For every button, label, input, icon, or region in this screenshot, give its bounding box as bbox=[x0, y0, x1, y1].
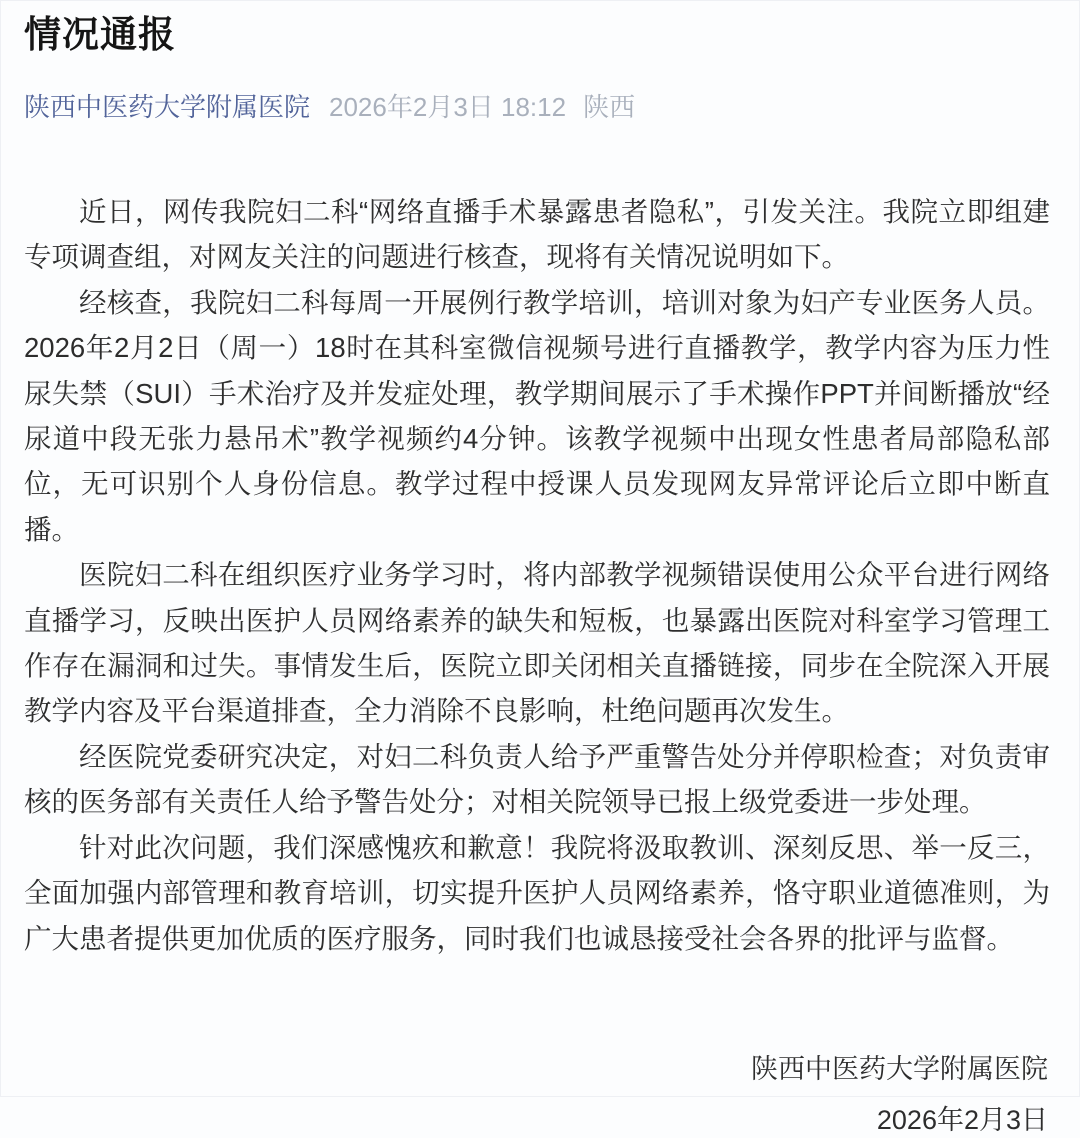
publisher-name-link[interactable]: 陕西中医药大学附属医院 bbox=[24, 92, 311, 122]
signature-org: 陕西中医药大学附属医院 bbox=[751, 1053, 1048, 1084]
signature-date: 2026年2月3日 bbox=[876, 1104, 1048, 1135]
page-title: 情况通报 bbox=[24, 14, 176, 55]
article-paragraph: 针对此次问题，我们深感愧疚和歉意！我院将汲取教训、深刻反思、举一反三，全面加强内部管理和教育培训，切实提升医护人员网络素养，恪守职业道德准则，为广大患者提供更加优质的医疗服务，同时我们也诚恳接受社会各界的批评与监督。 bbox=[24, 831, 1050, 954]
article-paragraph: 近日，网传我院妇二科“网络直播手术暴露患者隐私”，引发关注。我院立即组建专项调查组，对网友关注的问题进行核查，现将有关情况说明如下。 bbox=[24, 196, 1050, 273]
article-paragraph: 经核查，我院妇二科每周一开展例行教学培训，培训对象为妇产专业医务人员。2026年2月2日（周一）18时在其科室微信视频号进行直播教学，教学内容为压力性尿失禁（SUI）手术治疗及并发症处理，教学期间展示了手术操作PPT并间断播放“经尿道中段无张力悬吊术”教学视频约4分钟。该教学视频中出现女性患者局部隐私部位，无可识别个人身份信息。教学过程中授课人员发现网友异常评论后立即中断直播。 bbox=[24, 286, 1050, 545]
article-paragraph: 经医院党委研究决定，对妇二科负责人给予严重警告处分并停职检查；对负责审核的医务部有关责任人给予警告处分；对相关院领导已报上级党委进一步处理。 bbox=[24, 740, 1050, 818]
signature-block bbox=[24, 1051, 1050, 1138]
article-meta bbox=[24, 91, 1050, 123]
publish-datetime: 2026年2月3日 18:12 bbox=[329, 92, 567, 122]
article-body bbox=[24, 189, 1050, 961]
article-paragraph: 医院妇二科在组织医疗业务学习时，将内部教学视频错误使用公众平台进行网络直播学习，反映出医护人员网络素养的缺失和短板，也暴露出医院对科室学习管理工作存在漏洞和过失。事情发生后，医院立即关闭相关直播链接，同步在全院深入开展教学内容及平台渠道排查，全力消除不良影响，杜绝问题再次发生。 bbox=[24, 559, 1050, 727]
publish-location: 陕西 bbox=[583, 92, 636, 122]
